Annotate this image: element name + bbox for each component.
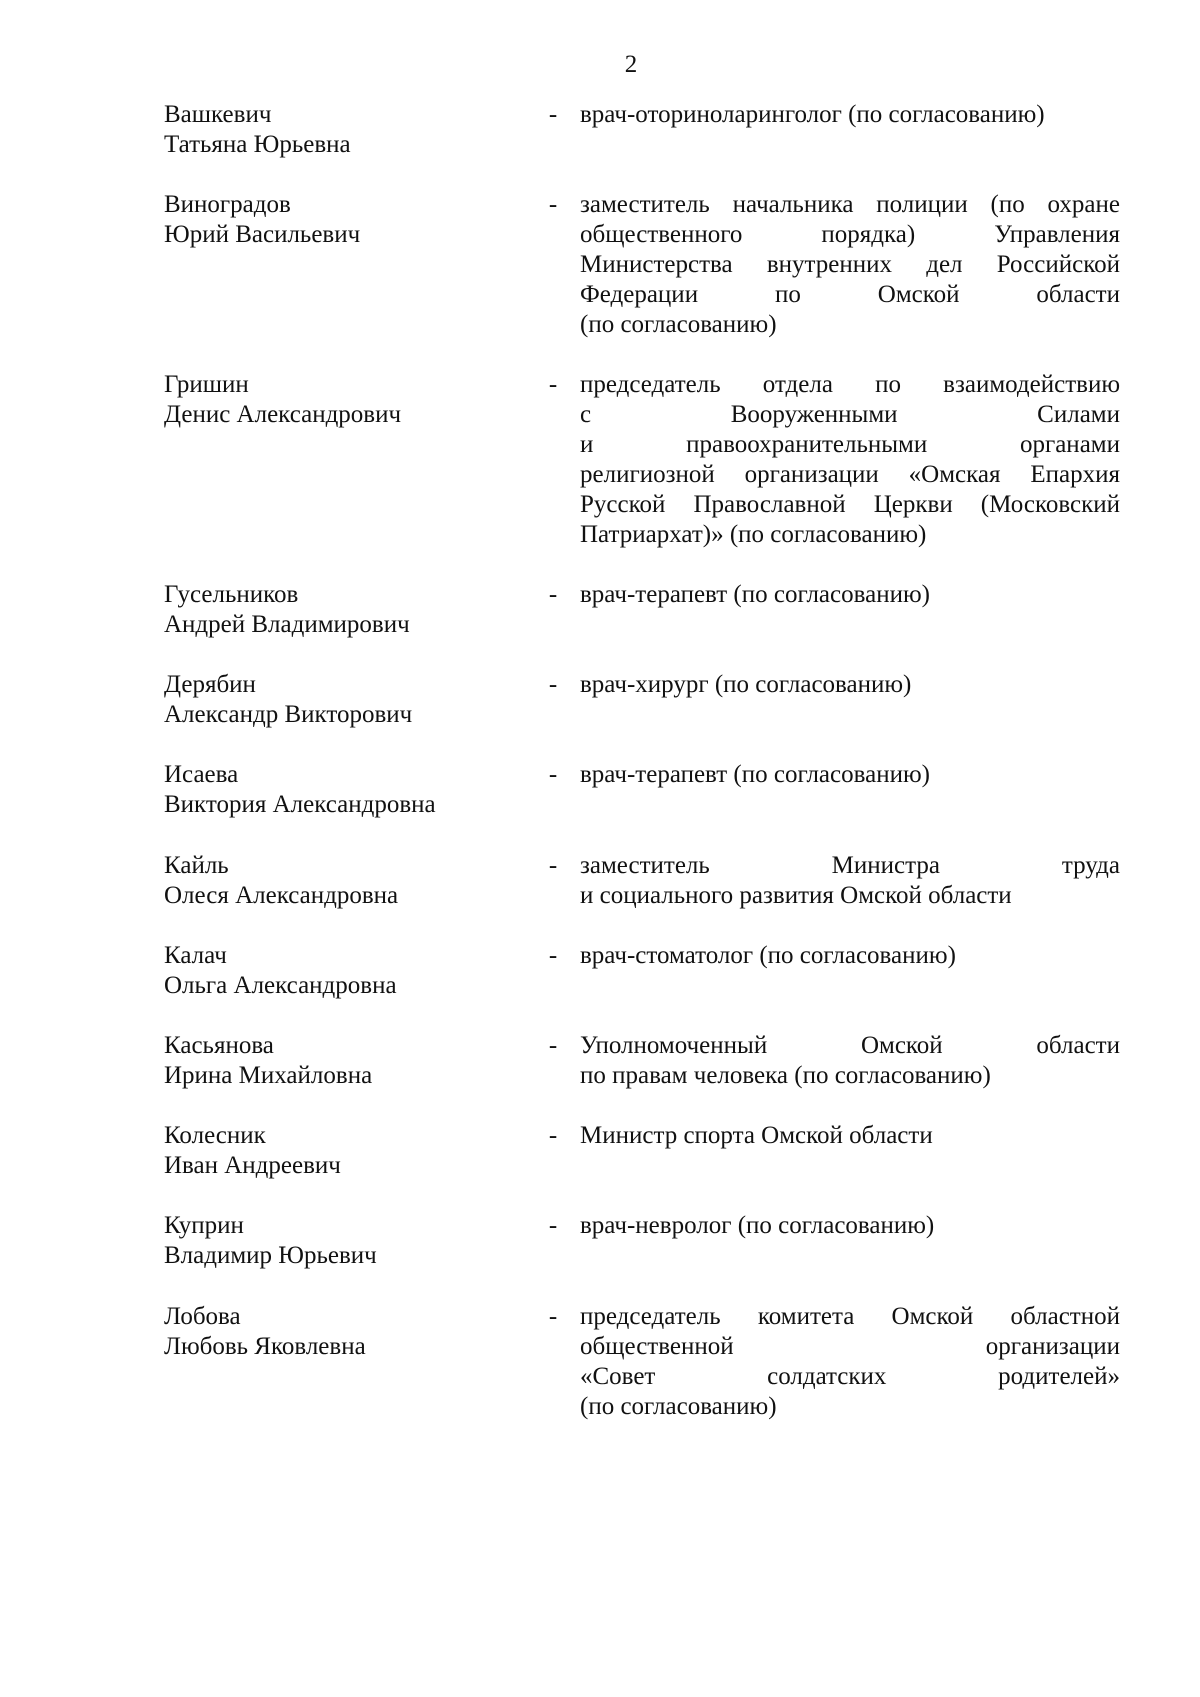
description-line: Уполномоченный Омской области: [580, 1032, 1120, 1059]
position-description: [580, 370, 1120, 550]
dash-separator: -: [548, 942, 558, 969]
dash-separator: -: [548, 191, 558, 218]
description-line: врач-стоматолог (по согласованию): [580, 942, 956, 969]
description-line: председатель комитета Омской областной: [580, 1303, 1120, 1330]
given-name: Юрий Васильевич: [164, 221, 361, 248]
description-line: по правам человека (по согласованию): [580, 1062, 991, 1089]
dash-separator: -: [548, 1122, 558, 1149]
description-line: и правоохранительными органами: [580, 431, 1120, 458]
person-name: [164, 1302, 524, 1362]
person-name: [164, 760, 524, 820]
surname: Дерябин: [164, 671, 256, 698]
position-description: [580, 1211, 1120, 1241]
given-name: Ольга Александровна: [164, 972, 397, 999]
description-line: врач-терапевт (по согласованию): [580, 581, 930, 608]
description-line: общественной организации: [580, 1333, 1120, 1360]
description-line: и социального развития Омской области: [580, 882, 1012, 909]
description-line: Патриархат)» (по согласованию): [580, 521, 927, 548]
description-line: заместитель Министра труда: [580, 852, 1120, 879]
person-name: [164, 100, 524, 160]
dash-separator: -: [548, 581, 558, 608]
position-description: [580, 670, 1120, 700]
surname: Вашкевич: [164, 101, 272, 128]
dash-separator: -: [548, 1032, 558, 1059]
surname: Исаева: [164, 761, 239, 788]
position-description: [580, 100, 1120, 130]
surname: Куприн: [164, 1212, 244, 1239]
description-line: Министерства внутренних дел Российской: [580, 251, 1120, 278]
description-line: врач-хирург (по согласованию): [580, 671, 912, 698]
person-name: [164, 851, 524, 911]
dash-separator: -: [548, 671, 558, 698]
person-name: [164, 370, 524, 430]
person-name: [164, 1121, 524, 1181]
description-line: «Совет солдатских родителей»: [580, 1363, 1120, 1390]
surname: Гусельников: [164, 581, 299, 608]
description-line: религиозной организации «Омская Епархия: [580, 461, 1120, 488]
surname: Колесник: [164, 1122, 266, 1149]
given-name: Иван Андреевич: [164, 1152, 341, 1179]
given-name: Владимир Юрьевич: [164, 1242, 377, 1269]
description-line: (по согласованию): [580, 1393, 777, 1420]
given-name: Александр Викторович: [164, 701, 413, 728]
surname: Виноградов: [164, 191, 291, 218]
description-line: врач-невролог (по согласованию): [580, 1212, 935, 1239]
description-line: общественного порядка) Управления: [580, 221, 1120, 248]
given-name: Любовь Яковлевна: [164, 1333, 366, 1360]
description-line: заместитель начальника полиции (по охране: [580, 191, 1120, 218]
person-name: [164, 670, 524, 730]
given-name: Татьяна Юрьевна: [164, 131, 351, 158]
description-line: Федерации по Омской области: [580, 281, 1120, 308]
position-description: [580, 1121, 1120, 1151]
given-name: Виктория Александровна: [164, 791, 436, 818]
surname: Лобова: [164, 1303, 241, 1330]
person-name: [164, 1031, 524, 1091]
given-name: Олеся Александровна: [164, 882, 399, 909]
given-name: Андрей Владимирович: [164, 611, 410, 638]
dash-separator: -: [548, 1303, 558, 1330]
given-name: Денис Александрович: [164, 401, 402, 428]
description-line: (по согласованию): [580, 311, 777, 338]
person-name: [164, 580, 524, 640]
page-number: 2: [624, 51, 638, 78]
dash-separator: -: [548, 1212, 558, 1239]
person-name: [164, 190, 524, 250]
dash-separator: -: [548, 761, 558, 788]
surname: Касьянова: [164, 1032, 274, 1059]
position-description: [580, 190, 1120, 340]
surname: Калач: [164, 942, 227, 969]
position-description: [580, 941, 1120, 971]
dash-separator: -: [548, 101, 558, 128]
position-description: [580, 580, 1120, 610]
description-line: с Вооруженными Силами: [580, 401, 1120, 428]
surname: Гришин: [164, 371, 249, 398]
position-description: [580, 1302, 1120, 1422]
dash-separator: -: [548, 852, 558, 879]
dash-separator: -: [548, 371, 558, 398]
description-line: Русской Православной Церкви (Московский: [580, 491, 1120, 518]
description-line: Министр спорта Омской области: [580, 1122, 933, 1149]
given-name: Ирина Михайловна: [164, 1062, 373, 1089]
person-name: [164, 941, 524, 1001]
description-line: врач-терапевт (по согласованию): [580, 761, 930, 788]
person-name: [164, 1211, 524, 1271]
position-description: [580, 1031, 1120, 1091]
description-line: врач-оториноларинголог (по согласованию): [580, 101, 1045, 128]
description-line: председатель отдела по взаимодействию: [580, 371, 1120, 398]
position-description: [580, 851, 1120, 911]
position-description: [580, 760, 1120, 790]
surname: Кайль: [164, 852, 229, 879]
